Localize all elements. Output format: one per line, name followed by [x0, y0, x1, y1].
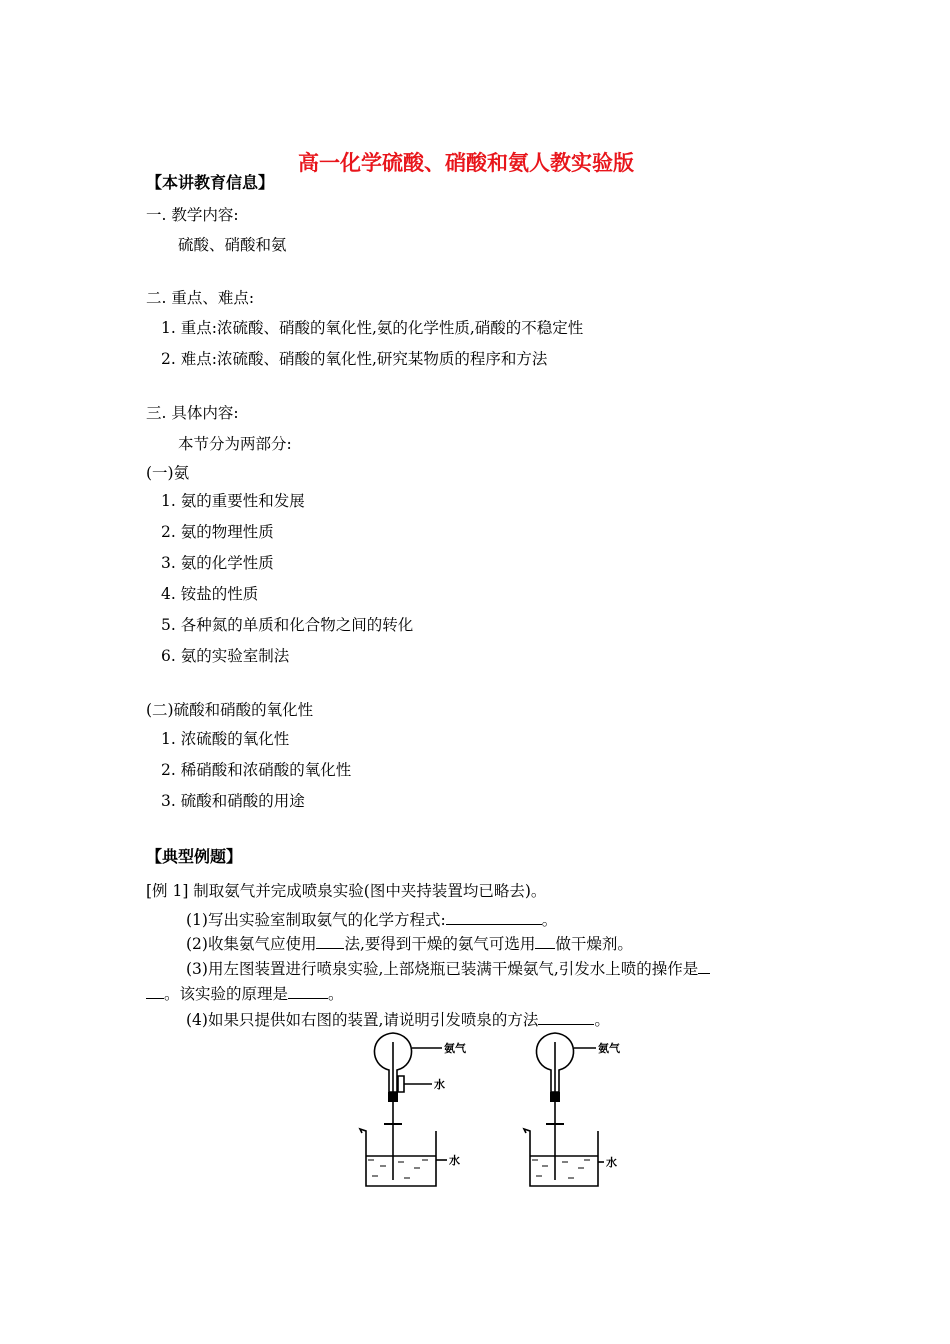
q4-answer-blank[interactable]: [538, 1010, 594, 1025]
dropper-left: [398, 1076, 404, 1092]
tube-clamp-left: [384, 1123, 402, 1125]
example1-q1: [186, 910, 557, 929]
q2-text-a: (2)收集氨气应使用: [186, 935, 317, 953]
q3-text-a: (3)用左图装置进行喷泉实验,上部烧瓶已装满干燥氨气,引发水上喷的操作是: [186, 960, 699, 978]
q2-blank-drying-agent[interactable]: [535, 934, 555, 949]
section3-heading: 三. 具体内容:: [146, 404, 239, 422]
part1-heading: (一)氨: [146, 464, 190, 482]
section2-heading: 二. 重点、难点:: [146, 289, 255, 307]
part1-item: 4. 铵盐的性质: [161, 585, 259, 603]
tube-clamp-right: [546, 1123, 564, 1125]
stopper-right: [550, 1092, 560, 1102]
example1-q3-line1: [186, 959, 710, 978]
part2-item: 2. 稀硝酸和浓硝酸的氧化性: [161, 761, 352, 779]
q3-text-b: 。该实验的原理是: [164, 985, 289, 1003]
info-header: 【本讲教育信息】: [146, 173, 275, 192]
example1-q2: [186, 934, 633, 953]
part2-item: 3. 硫酸和硝酸的用途: [161, 792, 305, 810]
section3-intro: 本节分为两部分:: [178, 435, 292, 453]
page-title: 高一化学硫酸、硝酸和氨人教实验版: [298, 151, 634, 175]
q3-blank-principle[interactable]: [288, 984, 328, 999]
part1-item: 2. 氨的物理性质: [161, 523, 274, 541]
examples-header: 【典型例题】: [146, 847, 243, 866]
fountain-apparatus-left: [354, 1030, 504, 1190]
q2-text-b: 法,要得到干燥的氨气可选用: [344, 935, 536, 953]
example1-q4: [186, 1010, 610, 1029]
q2-text-c: 做干燥剂。: [555, 935, 633, 953]
label-water-dropper: 水: [434, 1078, 445, 1091]
water-hatch-right: [532, 1160, 590, 1178]
part2-item: 1. 浓硫酸的氧化性: [161, 730, 290, 748]
example1-stem: [例 1] 制取氨气并完成喷泉实验(图中夹持装置均已略去)。: [146, 882, 547, 900]
beaker-left: [360, 1129, 436, 1186]
beaker-right: [524, 1129, 598, 1186]
example1-q3-line2: [146, 984, 344, 1003]
section2-item: 1. 重点:浓硫酸、硝酸的氧化性,氨的化学性质,硝酸的不稳定性: [161, 319, 584, 337]
part1-item: 6. 氨的实验室制法: [161, 647, 290, 665]
section1-heading: 一. 教学内容:: [146, 206, 239, 224]
q4-end: 。: [594, 1011, 610, 1029]
part1-item: 1. 氨的重要性和发展: [161, 492, 305, 510]
label-water-beaker-left: 水: [449, 1154, 460, 1167]
q3-blank-operation-end[interactable]: [146, 984, 164, 999]
label-gas-left: 氨气: [444, 1042, 466, 1055]
label-gas-right: 氨气: [598, 1042, 620, 1055]
q1-text: (1)写出实验室制取氨气的化学方程式:: [186, 911, 446, 929]
q3-end: 。: [328, 985, 344, 1003]
q4-text: (4)如果只提供如右图的装置,请说明引发喷泉的方法: [186, 1011, 539, 1029]
q1-answer-blank[interactable]: [446, 910, 542, 925]
q3-blank-operation-start[interactable]: [698, 959, 710, 974]
part2-heading: (二)硫酸和硝酸的氧化性: [146, 701, 314, 719]
section1-content: 硫酸、硝酸和氨: [178, 236, 287, 254]
fountain-apparatus-right: [520, 1030, 670, 1190]
water-hatch-left: [368, 1160, 428, 1178]
section2-item: 2. 难点:浓硫酸、硝酸的氧化性,研究某物质的程序和方法: [161, 350, 548, 368]
q2-blank-method[interactable]: [316, 934, 344, 949]
label-water-beaker-right: 水: [606, 1156, 617, 1169]
q1-end: 。: [541, 911, 558, 929]
part1-item: 5. 各种氮的单质和化合物之间的转化: [161, 616, 414, 634]
stopper-left: [388, 1092, 398, 1102]
part1-item: 3. 氨的化学性质: [161, 554, 274, 572]
